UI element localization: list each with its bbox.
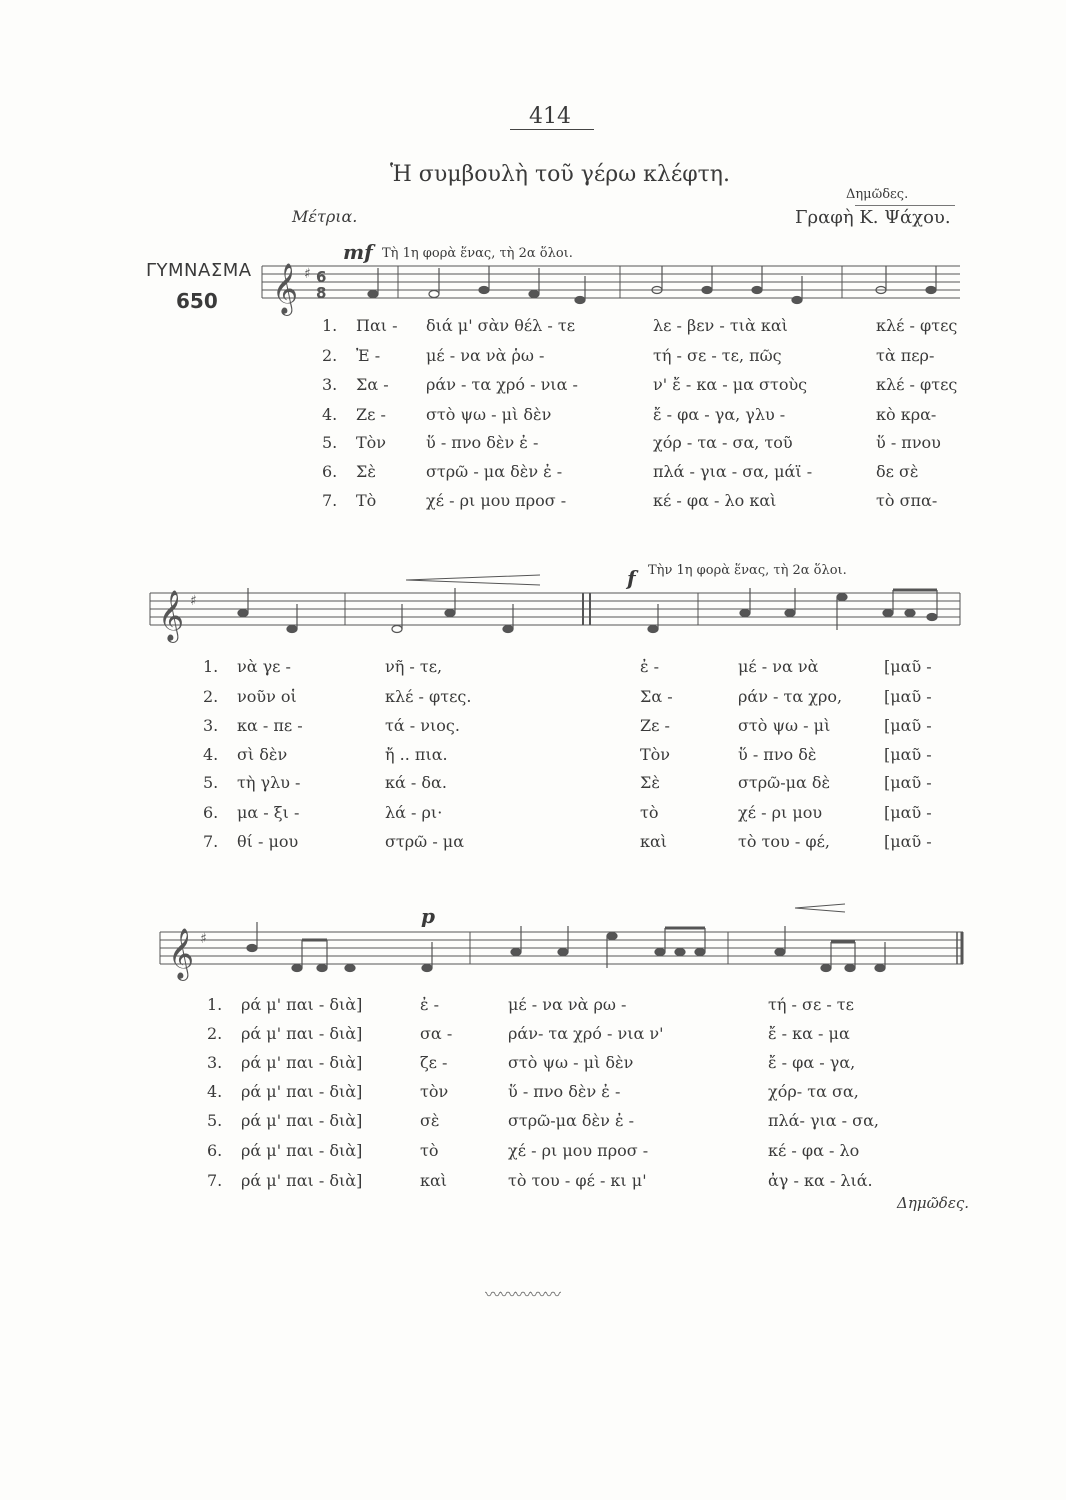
lyric-syllable: τὸ του - φέ - κι μ' xyxy=(508,1171,647,1190)
treble-clef-icon: 𝄞 xyxy=(272,263,299,314)
performance-instruction-2: Τὴν 1η φορὰ ἕνας, τὴ 2α ὅλοι. xyxy=(648,563,847,578)
verse-number: 1. xyxy=(322,316,338,335)
time-sig-top: 6 xyxy=(316,268,327,286)
lyric-syllable: σα - xyxy=(420,1024,453,1043)
lyric-syllable: τή - σε - τε, πῶς xyxy=(653,346,782,365)
lyric-syllable: ρά μ' παι - διὰ] xyxy=(241,1053,363,1072)
lyric-syllable: ζε - xyxy=(420,1053,448,1072)
lyric-syllable: πλά- για - σα, xyxy=(768,1111,879,1130)
lyric-syllable: ἀγ - κα - λιά. xyxy=(768,1171,873,1190)
lyric-syllable: ἤ .. πια. xyxy=(385,745,448,764)
lyric-syllable: τὸ xyxy=(420,1141,439,1160)
lyric-syllable: ἔ - φα - γα, xyxy=(768,1053,856,1072)
lyric-syllable: τὴ γλυ - xyxy=(237,773,301,792)
lyric-syllable: λά - ρι· xyxy=(385,803,443,822)
lyric-syllable: χέ - ρι μου xyxy=(738,803,823,822)
lyric-syllable: Ἐ - xyxy=(356,346,381,365)
lyric-syllable: [μαῦ - xyxy=(884,687,932,706)
dynamic-f: f xyxy=(627,566,636,590)
verse-number: 1. xyxy=(207,995,223,1014)
verse-number: 6. xyxy=(207,1141,223,1160)
verse-number: 2. xyxy=(203,687,219,706)
lyric-syllable: μέ - να νὰ ρω - xyxy=(508,995,627,1014)
lyric-syllable: λε - βεν - τιὰ καὶ xyxy=(653,316,788,335)
lyric-syllable: ἔ - φα - γα, γλυ - xyxy=(653,405,786,424)
decrescendo-hairpin-2 xyxy=(795,904,845,912)
lyric-syllable: κλέ - φτες xyxy=(876,375,958,394)
lyric-syllable: κλέ - φτες xyxy=(876,316,958,335)
staff-1 xyxy=(262,266,960,298)
lyric-syllable: [μαῦ - xyxy=(884,745,932,764)
lyric-syllable: στρῶ - μα xyxy=(385,832,465,851)
lyric-syllable: μέ - να νὰ xyxy=(738,657,819,676)
sharp-icon: ♯ xyxy=(190,593,197,609)
lyric-syllable: μα - ξι - xyxy=(237,803,300,822)
lyric-syllable: τά - νιος. xyxy=(385,716,460,735)
verse-number: 2. xyxy=(207,1024,223,1043)
lyric-syllable: κὸ κρα- xyxy=(876,405,937,424)
lyric-syllable: ὕ - πνο δὲ xyxy=(738,745,817,764)
sharp-icon: ♯ xyxy=(304,266,311,282)
verse-number: 6. xyxy=(322,462,338,481)
treble-clef-icon: 𝄞 xyxy=(158,590,185,641)
tempo-marking: Μέτρια. xyxy=(292,207,358,226)
lyric-syllable: ρά μ' παι - διὰ] xyxy=(241,995,363,1014)
lyric-syllable: στρῶ - μα δὲν ἐ - xyxy=(426,462,563,481)
lyric-syllable: στρῶ-μα δὲ xyxy=(738,773,831,792)
lyric-syllable: καὶ xyxy=(640,832,668,851)
lyric-syllable: ἐ - xyxy=(420,995,440,1014)
page-number: 414 xyxy=(529,104,571,129)
verse-number: 3. xyxy=(203,716,219,735)
verse-number: 2. xyxy=(322,346,338,365)
lyric-syllable: τή - σε - τε xyxy=(768,995,854,1014)
lyric-syllable: [μαῦ - xyxy=(884,773,932,792)
lyric-syllable: Σα - xyxy=(356,375,389,394)
lyric-syllable: [μαῦ - xyxy=(884,832,932,851)
lyric-syllable: Σα - xyxy=(640,687,673,706)
lyric-syllable: μέ - να νὰ ῥω - xyxy=(426,346,545,365)
lyric-syllable: τὸ σπα- xyxy=(876,491,938,510)
lyric-syllable: Σὲ xyxy=(640,773,660,792)
time-signature xyxy=(316,268,326,302)
lyric-syllable: ράν - τα χρο, xyxy=(738,687,843,706)
verse-number: 5. xyxy=(203,773,219,792)
source-origin: Δημῶδες. xyxy=(846,187,909,202)
song-title: Ἡ συμβουλὴ τοῦ γέρω κλέφτη. xyxy=(389,162,730,187)
exercise-number: 650 xyxy=(176,289,218,313)
verse-number: 5. xyxy=(207,1111,223,1130)
dynamic-p: p xyxy=(421,904,435,928)
lyric-syllable: ρά μ' παι - διὰ] xyxy=(241,1171,363,1190)
closing-attribution: Δημῶδες. xyxy=(897,1194,970,1212)
lyric-syllable: τὸν xyxy=(420,1082,449,1101)
lyric-syllable: Τὸν xyxy=(356,433,387,452)
lyric-syllable: χέ - ρι μου προσ - xyxy=(508,1141,649,1160)
lyric-syllable: τὸ του - φέ, xyxy=(738,832,830,851)
verse-number: 7. xyxy=(322,491,338,510)
lyric-syllable: κα - πε - xyxy=(237,716,303,735)
verse-number: 7. xyxy=(207,1171,223,1190)
lyric-syllable: κέ - φα - λο καὶ xyxy=(653,491,777,510)
lyric-syllable: ράν - τα χρό - νια - xyxy=(426,375,578,394)
sharp-icon: ♯ xyxy=(200,931,207,947)
verse-number: 4. xyxy=(203,745,219,764)
exercise-label: ΓΥΜΝΑΣΜΑ xyxy=(146,260,252,281)
staff-3 xyxy=(160,932,963,964)
lyric-syllable: τὰ περ- xyxy=(876,346,935,365)
verse-number: 3. xyxy=(207,1053,223,1072)
verse-number: 7. xyxy=(203,832,219,851)
lyric-syllable: ρά μ' παι - διὰ] xyxy=(241,1141,363,1160)
lyric-syllable: Ζε - xyxy=(640,716,670,735)
lyric-syllable: Σὲ xyxy=(356,462,376,481)
lyric-syllable: θί - μου xyxy=(237,832,299,851)
lyric-syllable: Τὸ xyxy=(356,491,377,510)
lyric-syllable: νὰ γε - xyxy=(237,657,291,676)
lyric-syllable: ὕ - πνου xyxy=(876,433,941,452)
verse-number: 3. xyxy=(322,375,338,394)
dynamic-mf: mf xyxy=(343,240,373,264)
lyric-syllable: Ζε - xyxy=(356,405,386,424)
time-sig-bottom: 8 xyxy=(316,284,327,302)
lyric-syllable: ρά μ' παι - διὰ] xyxy=(241,1111,363,1130)
verse-number: 6. xyxy=(203,803,219,822)
lyric-syllable: ἔ - κα - μα xyxy=(768,1024,850,1043)
lyric-syllable: ρά μ' παι - διὰ] xyxy=(241,1082,363,1101)
verse-number: 4. xyxy=(207,1082,223,1101)
lyric-syllable: κλέ - φτες. xyxy=(385,687,472,706)
lyric-syllable: κά - δα. xyxy=(385,773,447,792)
verse-number: 5. xyxy=(322,433,338,452)
lyric-syllable: δε σὲ xyxy=(876,462,919,481)
lyric-syllable: νῆ - τε, xyxy=(385,657,443,676)
lyric-syllable: [μαῦ - xyxy=(884,716,932,735)
treble-clef-icon: 𝄞 xyxy=(168,928,195,979)
lyric-syllable: ν' ἔ - κα - μα στοὺς xyxy=(653,375,808,394)
lyric-syllable: καὶ xyxy=(420,1171,448,1190)
decrescendo-hairpin-1 xyxy=(406,575,540,585)
end-ornament: 〰〰〰〰〰 xyxy=(485,1285,561,1304)
verse-number: 4. xyxy=(322,405,338,424)
lyric-syllable: ρά μ' παι - διὰ] xyxy=(241,1024,363,1043)
lyric-syllable: ὕ - πνο δὲν ἐ - xyxy=(426,433,539,452)
lyric-syllable: ὕ - πνο δὲν ἐ - xyxy=(508,1082,621,1101)
source-author: Γραφὴ Κ. Ψάχου. xyxy=(795,207,951,228)
lyric-syllable: διά μ' σὰν θέλ - τε xyxy=(426,316,575,335)
lyric-syllable: χόρ - τα - σα, τοῦ xyxy=(653,433,793,452)
performance-instruction-1: Τὴ 1η φορὰ ἕνας, τὴ 2α ὅλοι. xyxy=(382,246,573,261)
lyric-syllable: ράν- τα χρό - νια ν' xyxy=(508,1024,664,1043)
lyric-syllable: σὲ xyxy=(420,1111,440,1130)
lyric-syllable: Τὸν xyxy=(640,745,671,764)
lyric-syllable: κέ - φα - λο xyxy=(768,1141,860,1160)
notes xyxy=(238,266,937,972)
lyric-syllable: στὸ ψω - μὶ δὲν xyxy=(426,405,552,424)
lyric-syllable: νοῦν οἱ xyxy=(237,687,297,706)
lyric-syllable: [μαῦ - xyxy=(884,657,932,676)
lyric-syllable: χόρ- τα σα, xyxy=(768,1082,859,1101)
lyric-syllable: Παι - xyxy=(356,316,398,335)
lyric-syllable: στὸ ψω - μὶ δὲν xyxy=(508,1053,634,1072)
lyric-syllable: χέ - ρι μου προσ - xyxy=(426,491,567,510)
lyric-syllable: [μαῦ - xyxy=(884,803,932,822)
lyric-syllable: στρῶ-μα δὲν ἐ - xyxy=(508,1111,635,1130)
lyric-syllable: στὸ ψω - μὶ xyxy=(738,716,831,735)
lyric-syllable: ἐ - xyxy=(640,657,660,676)
lyric-syllable: πλά - για - σα, μάϊ - xyxy=(653,462,813,481)
lyric-syllable: σὶ δὲν xyxy=(237,745,288,764)
verse-number: 1. xyxy=(203,657,219,676)
lyric-syllable: τὸ xyxy=(640,803,659,822)
